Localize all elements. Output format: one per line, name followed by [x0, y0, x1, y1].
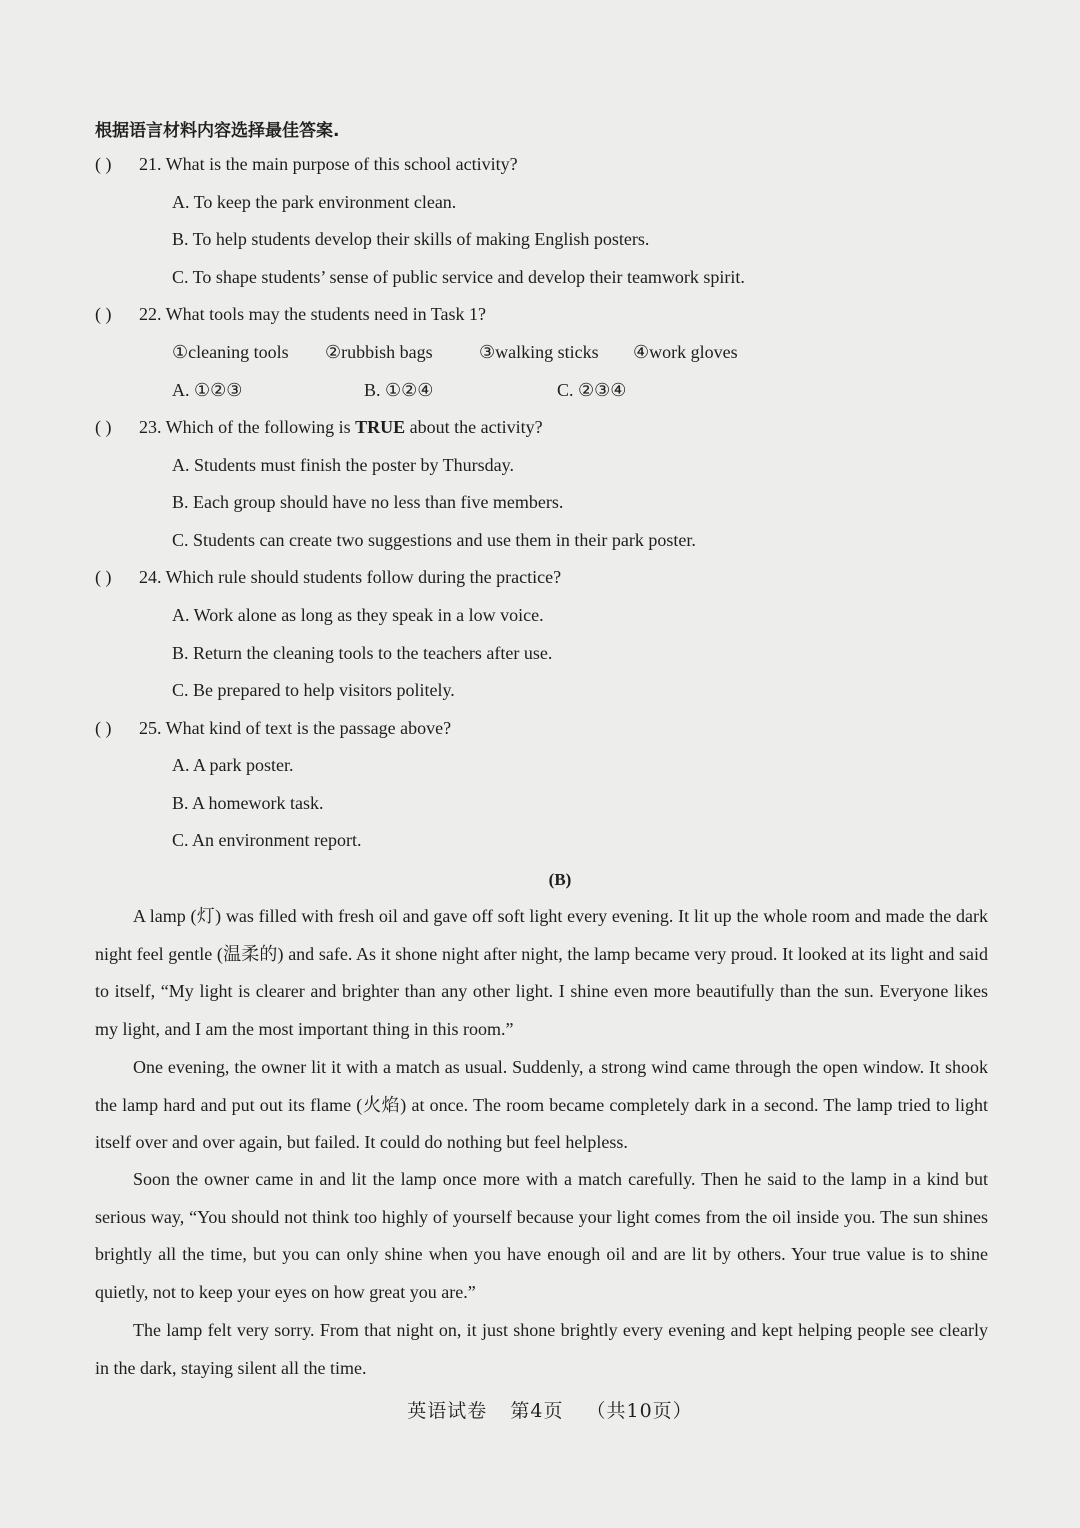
tool-item-1: ①cleaning tools	[172, 342, 289, 362]
question-text: 24. Which rule should students follow during the practice?	[139, 567, 562, 587]
option-23-b: B. Each group should have no less than five members.	[172, 492, 564, 512]
option-25-b: B. A homework task.	[172, 793, 324, 813]
section-title: (B)	[548, 870, 572, 889]
option-25-c: C. An environment report.	[172, 830, 362, 850]
question-text: 21. What is the main purpose of this school activity?	[139, 154, 518, 174]
question-23	[95, 417, 543, 438]
passage-paragraph-3: Soon the owner came in and lit the lamp once more with a match carefully. Then he said to the lamp in a kind but serious way, “You should not think too highly of yourself because your light comes from the oil inside you. The sun shines brightly all the time, but you can only shine when you have enough oil and are lit by others. Your true value is to shine quietly, not to keep your eyes on how great you are.”	[95, 1169, 988, 1302]
question-text: 25. What kind of text is the passage above?	[139, 718, 452, 738]
footer-total: （共10页）	[586, 1400, 693, 1422]
tool-item-3: ③walking sticks	[479, 342, 599, 362]
passage-paragraph-2: One evening, the owner lit it with a match as usual. Suddenly, a strong wind came through the open window. It shook the lamp hard and put out its flame (火焰) at once. The room became completely dark in a second. The lamp tried to light itself over and over again, but failed. It could do nothing but feel helpless.	[95, 1057, 988, 1153]
option-21-b: B. To help students develop their skills of making English posters.	[172, 229, 650, 249]
question-text-bold: TRUE	[355, 417, 406, 437]
answer-blank[interactable]: ( )	[95, 417, 112, 437]
question-21	[95, 154, 518, 175]
passage-paragraph-4: The lamp felt very sorry. From that night on, it just shone brightly every evening and kept helping people see clearly in the dark, staying silent all the time.	[95, 1320, 988, 1378]
footer-page: 第4页	[510, 1400, 564, 1422]
answer-blank[interactable]: ( )	[95, 154, 112, 174]
instruction: 根据语言材料内容选择最佳答案.	[95, 121, 340, 141]
page-footer	[0, 1396, 1080, 1423]
answer-blank[interactable]: ( )	[95, 304, 112, 324]
option-25-a: A. A park poster.	[172, 755, 294, 775]
option-22-a: A. ①②③	[172, 380, 243, 400]
option-21-a: A. To keep the park environment clean.	[172, 192, 457, 212]
passage-paragraph-1: A lamp (灯) was filled with fresh oil and gave off soft light every evening. It lit up the whole room and made the dark night feel gentle (温柔的) and safe. As it shone night after night, the lamp became very proud. It looked at its light and said to itself, “My light is clearer and brighter than any other light. I shine even more beautifully than the sun. Everyone likes my light, and I am the most important thing in this room.”	[95, 906, 988, 1039]
question-24	[95, 567, 561, 588]
question-25	[95, 718, 451, 739]
tool-item-2: ②rubbish bags	[325, 342, 433, 362]
option-24-a: A. Work alone as long as they speak in a low voice.	[172, 605, 544, 625]
option-23-a: A. Students must finish the poster by Thursday.	[172, 455, 514, 475]
question-text-start: 23. Which of the following is	[139, 417, 356, 437]
question-text-end: about the activity?	[405, 417, 543, 437]
question-22	[95, 304, 486, 325]
option-22-c: C. ②③④	[557, 380, 627, 400]
option-23-c: C. Students can create two suggestions and use them in their park poster.	[172, 530, 696, 550]
option-24-c: C. Be prepared to help visitors politely.	[172, 680, 455, 700]
option-22-b: B. ①②④	[364, 380, 434, 400]
option-21-c: C. To shape students’ sense of public service and develop their teamwork spirit.	[172, 267, 745, 287]
answer-blank[interactable]: ( )	[95, 718, 112, 738]
question-text: 22. What tools may the students need in Task 1?	[139, 304, 487, 324]
answer-blank[interactable]: ( )	[95, 567, 112, 587]
option-24-b: B. Return the cleaning tools to the teachers after use.	[172, 643, 553, 663]
tool-item-4: ④work gloves	[633, 342, 738, 362]
footer-subject: 英语试卷	[407, 1400, 488, 1422]
